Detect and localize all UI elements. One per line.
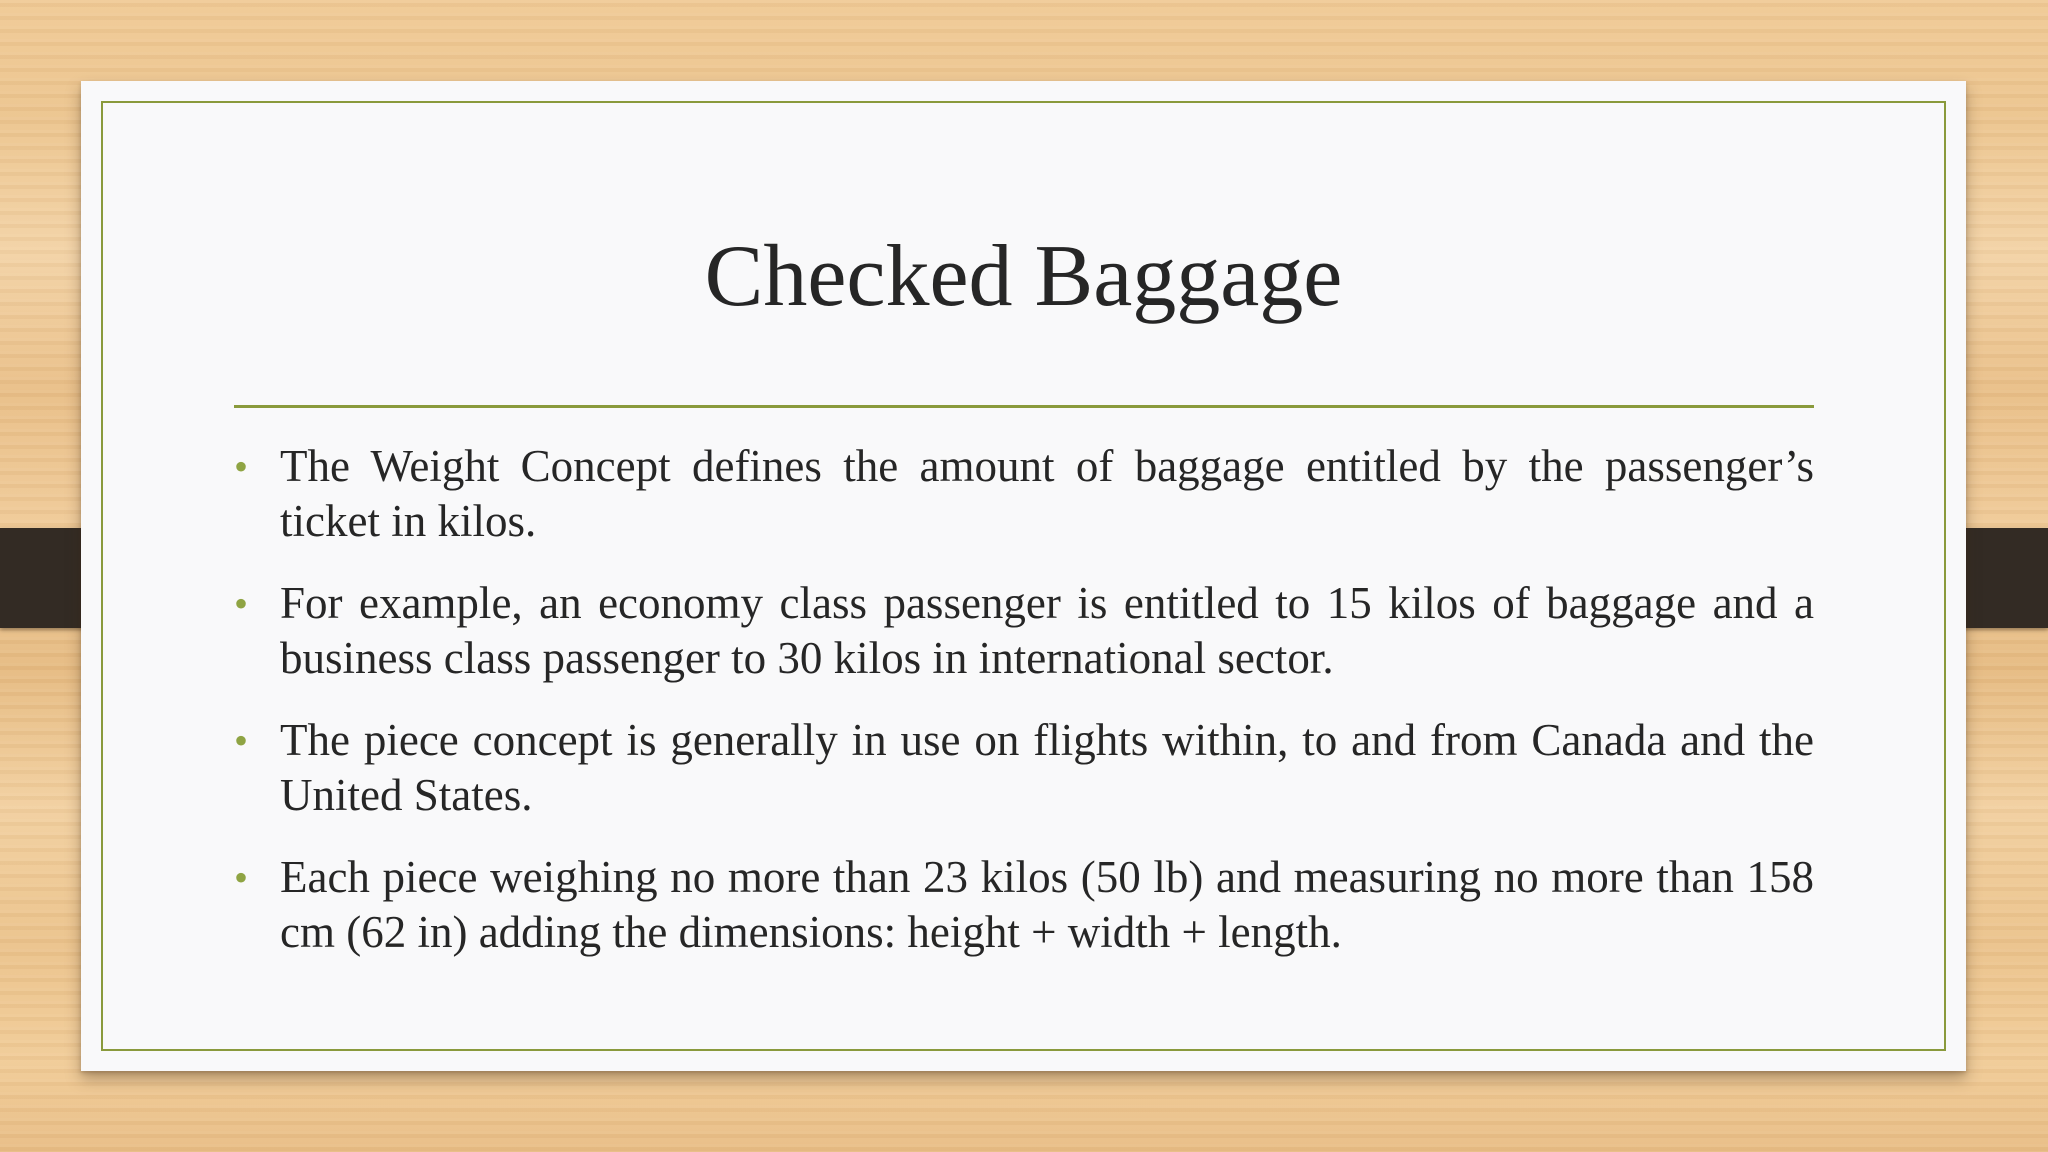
bullet-dot-icon: • xyxy=(234,855,249,900)
bullet-text: The Weight Concept defines the amount of baggage entitled by the passenger’s ticket in kilos. xyxy=(280,441,1814,546)
bullet-dot-icon: • xyxy=(234,718,249,763)
bullet-item xyxy=(234,576,1814,686)
slide-title: Checked Baggage xyxy=(704,228,1343,325)
bullet-dot-icon: • xyxy=(234,581,249,626)
bullet-item xyxy=(234,850,1814,960)
bullet-text: The piece concept is generally in use on flights within, to and from Canada and the United States. xyxy=(280,715,1814,820)
bullet-text: For example, an economy class passenger is entitled to 15 kilos of baggage and a business class passenger to 30 kilos in international sector. xyxy=(280,578,1814,683)
bullet-list xyxy=(234,439,1814,987)
bullet-dot-icon: • xyxy=(234,444,249,489)
bullet-text: Each piece weighing no more than 23 kilos (50 lb) and measuring no more than 158 cm (62 in) adding the dimensions: height + width + length. xyxy=(280,852,1814,957)
title-divider xyxy=(234,405,1814,408)
bullet-item xyxy=(234,439,1814,549)
bullet-item xyxy=(234,713,1814,823)
slide-card xyxy=(81,81,1966,1071)
